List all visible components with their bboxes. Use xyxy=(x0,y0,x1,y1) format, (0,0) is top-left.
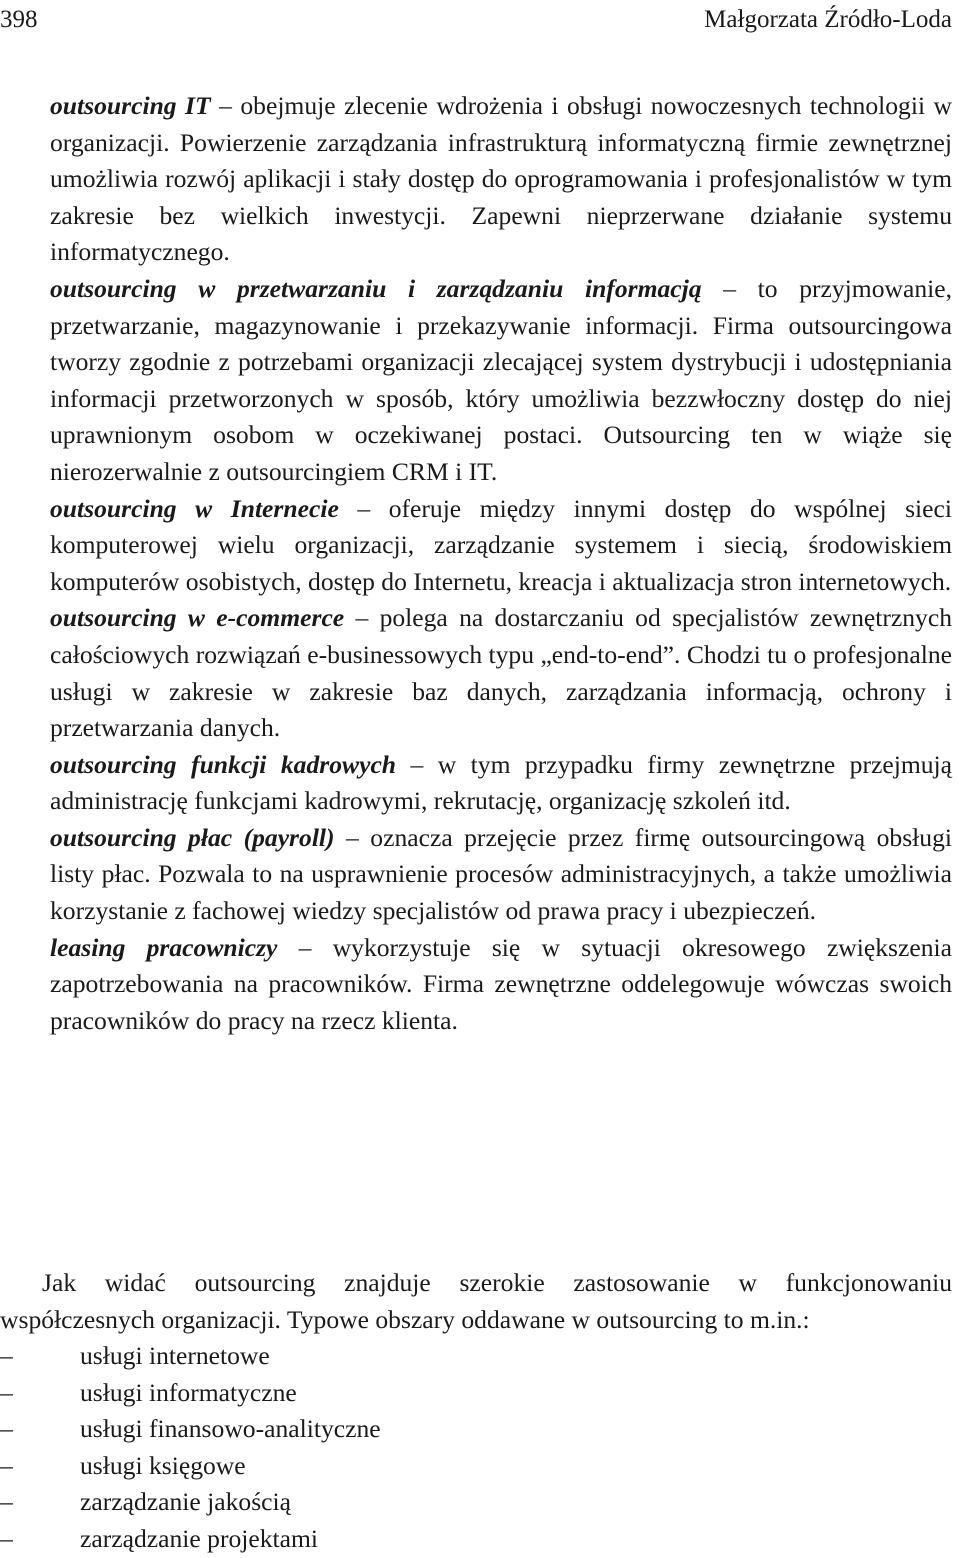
definition-entry xyxy=(50,491,952,601)
definition-entry xyxy=(50,271,952,491)
list-dash: – xyxy=(0,1487,13,1517)
definition-term: outsourcing płac (payroll) xyxy=(50,822,335,852)
definition-entry xyxy=(50,820,952,930)
list-item xyxy=(0,1484,900,1521)
definition-term: leasing pracowniczy xyxy=(50,932,278,962)
list-item xyxy=(0,1521,900,1558)
running-header xyxy=(0,4,952,36)
list-dash: – xyxy=(0,1523,13,1553)
list-item xyxy=(0,1375,900,1412)
definition-text: – polega na dostarczaniu od specjalistów zewnętrznych całościowych rozwiązań e-businessowych typu „end-to-end”. Chodzi tu o profesjonalne usługi w zakresie w zakresie baz danych, zarządzania informacją, ochrony i przetwarzania danych. xyxy=(50,603,953,743)
list-dash: – xyxy=(0,1377,13,1407)
outsourcing-areas-list xyxy=(0,1338,900,1558)
definition-list xyxy=(50,88,952,1039)
definition-text: – oznacza przejęcie przez firmę outsourcingową obsługi listy płac. Pozwala to na usprawnienie procesów administracyjnych, a także umożliwia korzystanie z fachowej wiedzy specjalistów od prawa pracy i ubezpieczeń. xyxy=(50,822,952,926)
list-item xyxy=(0,1338,900,1375)
definition-entry xyxy=(50,747,952,820)
list-dash: – xyxy=(0,1450,13,1480)
definition-entry xyxy=(50,600,952,746)
definition-term: outsourcing w przetwarzaniu i zarządzaniu informacją xyxy=(50,273,702,303)
definition-text: – oferuje między innymi dostęp do wspólnej sieci komputerowej wielu organizacji, zarządzanie systemem i siecią, środowiskiem komputerów osobistych, dostęp do Internetu, kreacja i aktualizacja stron internetowych. xyxy=(50,493,952,596)
definition-text: – to przyjmowanie, przetwarzanie, magazynowanie i przekazywanie informacji. Firma outsourcingowa tworzy zgodnie z potrzebami organizacji zlecającej system dystrybucji i udostępniania informacji przetworzonych w sposób, który umożliwia bezzwłoczny dostęp do niej uprawnionym osobom w oczekiwanej postaci. Outsourcing ten w wiąże się nierozerwalnie z outsourcingiem CRM i IT. xyxy=(50,273,953,486)
list-item xyxy=(0,1448,900,1485)
list-item-text: usługi finansowo-analityczne xyxy=(80,1414,381,1444)
definition-term: outsourcing funkcji kadrowych xyxy=(50,749,397,779)
definition-term: outsourcing w e-commerce xyxy=(50,603,345,633)
running-author: Małgorzata Źródło-Loda xyxy=(704,6,952,33)
list-dash: – xyxy=(0,1414,13,1444)
list-item-text: usługi internetowe xyxy=(80,1341,270,1370)
definition-entry xyxy=(50,930,952,1040)
definition-text: – wykorzystuje się w sytuacji okresowego zwiększenia zapotrzebowania na pracowników. Firma zewnętrzne oddelegowuje wówczas swoich pracowników do pracy na rzecz klienta. xyxy=(50,932,952,1035)
list-item xyxy=(0,1411,900,1448)
definition-term: outsourcing IT xyxy=(50,91,211,120)
intro-paragraph: Jak widać outsourcing znajduje szerokie zastosowanie w funkcjonowaniu współczesnych organizacji. Typowe obszary oddawane w outsourcing to m.in.: xyxy=(0,1268,952,1334)
definition-entry xyxy=(50,88,952,271)
list-item-text: usługi informatyczne xyxy=(80,1377,297,1407)
page-number: 398 xyxy=(0,6,38,33)
definition-term: outsourcing w Internecie xyxy=(50,493,339,523)
definition-text: – obejmuje zlecenie wdrożenia i obsługi nowoczesnych technologii w organizacji. Powierzenie zarządzania infrastrukturą informatyczną firmie zewnętrznej umożliwia rozwój aplikacji i stały dostęp do oprogramowania i profesjonalistów w tym zakresie bez wielkich inwestycji. Zapewni nieprzerwane działanie systemu informatycznego. xyxy=(50,91,952,267)
list-item-text: zarządzanie jakością xyxy=(80,1487,291,1517)
definition-text: – w tym przypadku firmy zewnętrzne przejmują administrację funkcjami kadrowymi, rekrutację, organizację szkoleń itd. xyxy=(50,749,953,816)
list-item-text: usługi księgowe xyxy=(80,1450,246,1480)
list-item-text: zarządzanie projektami xyxy=(80,1523,319,1553)
list-dash: – xyxy=(0,1341,13,1370)
